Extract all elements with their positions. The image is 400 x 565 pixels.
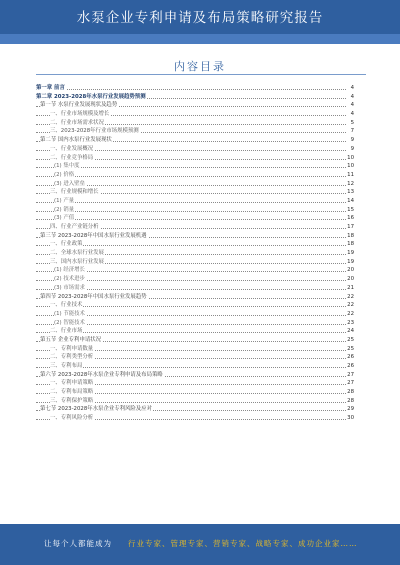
toc-entry-label: 一、专利风险分析 <box>50 415 94 422</box>
toc-entry[interactable] <box>36 101 354 110</box>
toc-entry-page: 9 <box>346 136 354 145</box>
toc-entry-label: 二、专利类型分析 <box>50 354 94 361</box>
toc-leader-dots <box>36 167 346 168</box>
toc-entry-page: 14 <box>347 197 354 204</box>
toc-entry[interactable] <box>36 353 354 362</box>
toc-entry-page: 25 <box>347 336 354 343</box>
toc-entry[interactable] <box>36 136 354 145</box>
toc-entry[interactable] <box>36 127 354 136</box>
toc-entry-page: 25 <box>347 345 354 352</box>
toc-entry-label: 一、行业市场规模及增长 <box>50 111 110 118</box>
toc-entry-label: 三、国内水泵行业发展 <box>50 258 104 265</box>
report-footer <box>0 524 400 565</box>
toc-entry[interactable] <box>36 266 354 275</box>
toc-entry-page: 7 <box>346 127 354 136</box>
toc-entry[interactable] <box>36 310 354 319</box>
toc-entry[interactable] <box>36 405 354 414</box>
toc-entry-label: (2) 价格 <box>54 171 75 178</box>
toc-entry-label: (2) 智能技术 <box>54 319 85 326</box>
toc-entry-page: 4 <box>346 84 354 93</box>
toc-entry[interactable] <box>36 145 354 154</box>
toc-entry-page: 13 <box>347 189 354 196</box>
toc-entry-page: 5 <box>346 119 354 128</box>
toc-entry-page: 21 <box>347 284 354 291</box>
toc-leader-dots <box>36 219 346 220</box>
toc-entry-page: 30 <box>347 415 354 422</box>
toc-entry-page: 4 <box>346 93 354 102</box>
toc-entry-label: 二、行业市场需求状况 <box>50 119 104 126</box>
toc-entry-label: 第二章 2023-2028年水泵行业发展趋势预测 <box>36 93 146 100</box>
toc-entry-page: 26 <box>347 363 354 369</box>
toc-entry-label: 一、专利申请策略 <box>50 380 94 387</box>
toc-entry-page: 19 <box>347 250 354 257</box>
toc-entry[interactable] <box>36 162 354 171</box>
toc-entry-page: 29 <box>347 406 354 413</box>
toc-entry-page: 26 <box>347 354 354 361</box>
toc-entry-label: 三、2023-2028年行业市场规模预测 <box>50 128 139 135</box>
toc-entry-label: 三、行业规模和增长 <box>50 189 99 196</box>
toc-entry-label: 二、专利布局策略 <box>50 389 94 396</box>
footer-tagline: 行业专家、管理专家、营销专家、战略专家、成功企业家…… <box>128 539 358 548</box>
toc-entry-label: (1) 产量 <box>54 197 75 204</box>
toc-entry-label: 三、专利保护策略 <box>50 397 94 404</box>
table-of-contents <box>36 84 354 423</box>
toc-entry-page: 11 <box>347 171 354 178</box>
toc-entry-page: 10 <box>347 154 354 161</box>
toc-entry-label: 四、行业产业链分析 <box>50 224 99 230</box>
toc-entry[interactable] <box>36 371 354 380</box>
toc-entry-label: 一、行业发展概况 <box>50 145 94 152</box>
toc-entry-page: 22 <box>347 302 354 309</box>
toc-entry-label: 一、行业政策 <box>50 241 83 248</box>
toc-entry[interactable] <box>36 197 354 206</box>
toc-entry-label: 三、专利布局 <box>50 363 83 369</box>
toc-entry[interactable] <box>36 414 354 423</box>
toc-entry-label: (3) 市场需求 <box>54 284 85 291</box>
toc-entry-page: 27 <box>347 371 354 378</box>
toc-entry-page: 28 <box>347 397 354 404</box>
toc-entry[interactable] <box>36 206 354 215</box>
toc-heading: 内容目录 <box>174 60 226 73</box>
toc-entry-page: 20 <box>347 276 354 283</box>
toc-entry-page: 17 <box>347 224 354 230</box>
toc-entry-label: (3) 进入壁垒 <box>54 180 85 187</box>
toc-leader-dots <box>36 176 346 177</box>
toc-entry[interactable] <box>36 180 354 189</box>
toc-entry-label: 一、专利申请数量 <box>50 345 94 352</box>
toc-entry-label: (2) 技术进步 <box>54 276 85 283</box>
toc-entry-label: 第六节 2023-2028年水泵企业专利申请及布局策略 <box>40 371 163 378</box>
toc-entry[interactable] <box>36 110 354 119</box>
toc-entry-page: 15 <box>347 206 354 213</box>
toc-divider <box>36 74 366 75</box>
toc-entry[interactable] <box>36 397 354 406</box>
toc-entry-label: 第七节 2023-2028年水泵企业专利风险及应对 <box>40 406 152 413</box>
toc-entry-page: 27 <box>347 380 354 387</box>
toc-entry-label: (1) 集中度 <box>54 163 80 170</box>
toc-entry[interactable] <box>36 214 354 223</box>
toc-entry[interactable] <box>36 171 354 180</box>
toc-entry-label: (2) 销量 <box>54 206 75 213</box>
toc-entry-label: 二、行业竞争格局 <box>50 154 94 161</box>
toc-entry[interactable] <box>36 188 354 197</box>
toc-entry-page: 22 <box>347 293 354 300</box>
toc-entry[interactable] <box>36 240 354 249</box>
toc-entry[interactable] <box>36 388 354 397</box>
toc-entry-page: 4 <box>346 101 354 110</box>
toc-entry-page: 18 <box>347 232 354 239</box>
toc-entry-label: (1) 节能技术 <box>54 310 85 317</box>
toc-entry[interactable] <box>36 232 354 241</box>
header-band <box>0 34 400 44</box>
toc-entry-label: 第四节 2023-2028年中国水泵行业发展趋势 <box>40 293 147 300</box>
toc-entry[interactable] <box>36 293 354 302</box>
toc-entry-page: 12 <box>347 180 354 187</box>
toc-entry[interactable] <box>36 223 354 232</box>
report-title: 水泵企业专利申请及布局策略研究报告 <box>76 10 324 26</box>
toc-entry[interactable] <box>36 362 354 371</box>
toc-entry-page: 23 <box>347 319 354 326</box>
toc-entry-label: (1) 经济增长 <box>54 267 85 274</box>
toc-entry[interactable] <box>36 336 354 345</box>
toc-entry-page: 9 <box>346 145 354 154</box>
toc-entry[interactable] <box>36 249 354 258</box>
toc-entry-label: 第一章 前言 <box>36 85 65 91</box>
toc-entry-page: 4 <box>346 110 354 119</box>
toc-entry[interactable] <box>36 379 354 388</box>
toc-entry-label: 二、全球水泵行业发展 <box>50 250 104 257</box>
toc-entry-label: 第五节 企业专利申请状况 <box>40 336 102 343</box>
toc-entry[interactable] <box>36 119 354 128</box>
toc-leader-dots <box>36 211 346 212</box>
toc-entry-page: 10 <box>347 163 354 170</box>
toc-entry[interactable] <box>36 284 354 293</box>
toc-entry[interactable] <box>36 345 354 354</box>
toc-entry-label: 二、行业市场 <box>50 328 83 335</box>
toc-entry-page: 19 <box>347 258 354 265</box>
toc-entry-label: (3) 产值 <box>54 215 75 222</box>
toc-entry[interactable] <box>36 327 354 336</box>
toc-entry-label: 第三节 2023-2028年中国水泵行业发展机遇 <box>40 232 147 239</box>
toc-leader-dots <box>36 202 346 203</box>
toc-entry-page: 18 <box>347 241 354 248</box>
toc-entry[interactable] <box>36 84 354 93</box>
toc-leader-dots <box>36 89 346 90</box>
toc-entry[interactable] <box>36 154 354 163</box>
toc-entry-label: 一、行业技术 <box>50 302 83 309</box>
toc-entry[interactable] <box>36 301 354 310</box>
toc-entry-page: 24 <box>347 328 354 335</box>
toc-entry[interactable] <box>36 93 354 102</box>
toc-entry-page: 20 <box>347 267 354 274</box>
toc-entry-page: 16 <box>347 215 354 222</box>
report-header <box>0 0 400 44</box>
toc-entry[interactable] <box>36 275 354 284</box>
toc-entry[interactable] <box>36 258 354 267</box>
toc-entry-label: 第一节 水泵行业发展现状及趋势 <box>40 102 118 109</box>
toc-entry-label: 第二节 国内水泵行业发展现状 <box>40 137 112 144</box>
toc-entry-page: 22 <box>347 310 354 317</box>
toc-entry[interactable] <box>36 319 354 328</box>
toc-entry-page: 28 <box>347 389 354 396</box>
footer-slogan: 让每个人都能成为 <box>44 539 112 548</box>
